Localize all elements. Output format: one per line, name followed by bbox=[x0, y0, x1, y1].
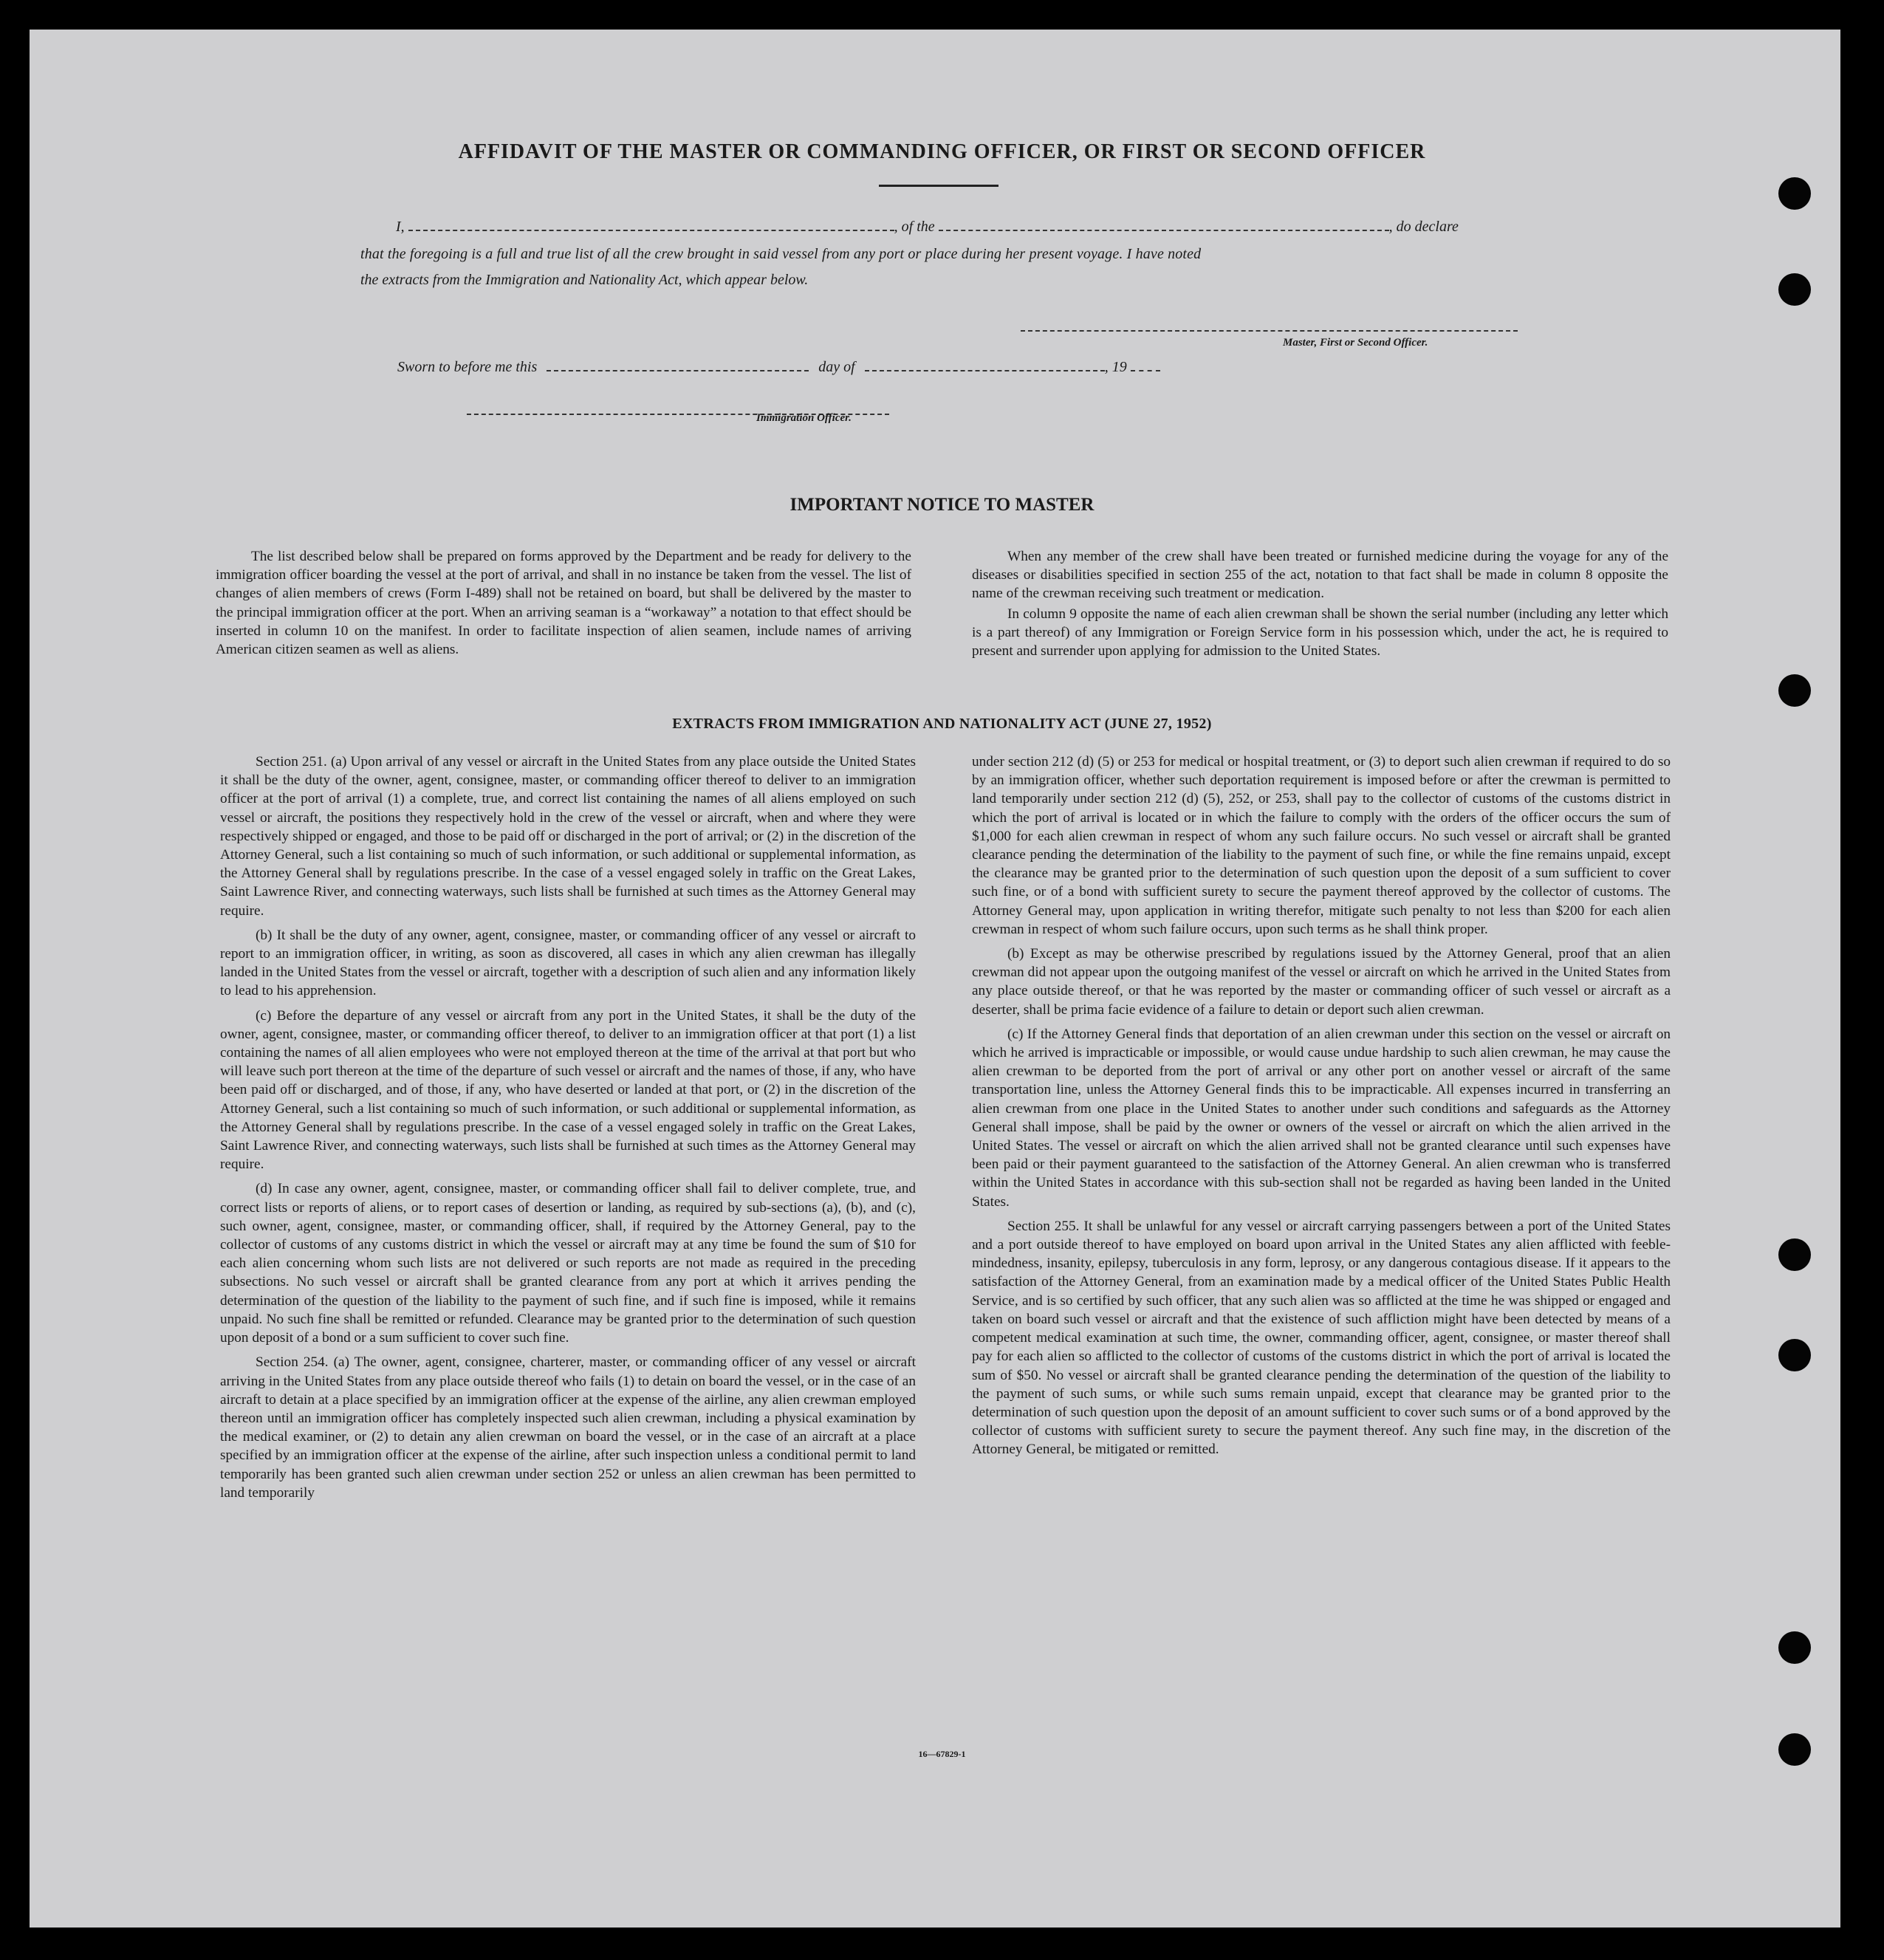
notice-title: IMPORTANT NOTICE TO MASTER bbox=[789, 495, 1095, 515]
affidavit-line-3: the extracts from the Immigration and Nationality Act, which appear below. bbox=[360, 272, 809, 288]
sworn-year: , 19 bbox=[1104, 359, 1127, 375]
binder-hole bbox=[1778, 1339, 1811, 1371]
signature-line[interactable] bbox=[1021, 319, 1518, 336]
affidavit-declare: , do declare bbox=[1388, 219, 1459, 235]
binder-hole bbox=[1778, 177, 1811, 210]
extract-paragraph: Section 255. It shall be unlawful for any vessel or aircraft carrying passengers between a port of the United States and a port outside thereof to have employed on board upon arrival in the United States any alien afflicted with feeble-mindedness, insanity, epilepsy, tuberculosis in any form, leprosy, or any dangerous contagious disease. If it appears to the satisfaction of the Attorney General, from an examination made by a medical officer of the United States Public Health Service, and is so certified by such officer, that any such alien was so afflicted at the time he was shipped or engaged and taken on board such vessel or aircraft and that the existence of such affliction might have been detected by means of a competent medical examination at such time, the owner, commanding officer, agent, consignee, or master thereof shall pay for each alien so afflicted to the collector of customs of the customs district in which the port of arrival is located the sum of $50. No vessel or aircraft shall be granted clearance pending the determination of the question of the liability to the payment of such sums, or while such sums remain unpaid, except that clearance may be granted prior to the determination of such question upon the deposit of an amount sufficient to cover such sums or of a bond approved by the collector of customs with sufficient surety to secure the payment thereof. Any such fine may, in the discretion of the Attorney General, be mitigated or remitted. bbox=[972, 1218, 1671, 1458]
affidavit-line-1 bbox=[396, 219, 1459, 236]
title-divider bbox=[879, 185, 998, 187]
affidavit-line-2: that the foregoing is a full and true list of all the crew brought in said vessel from any port or place during her present voyage. I have noted bbox=[360, 246, 1202, 262]
sworn-day-of: day of bbox=[818, 359, 855, 375]
name-blank[interactable] bbox=[408, 229, 894, 231]
notice-right-column bbox=[972, 547, 1668, 662]
extract-paragraph: Section 254. (a) The owner, agent, consignee, charterer, master, or commanding officer of any vessel or aircraft arriving in the United States from any place outside thereof who fails (1) to detain on board the vessel, or in the case of an aircraft to detain at a place specified by an immigration officer at the expense of the airline, any alien crewman employed thereon until an immigration officer has completely inspected such alien crewman, including a physical examination by the medical examiner, or (2) to detain any alien crewman on board the vessel, or in the case of an aircraft at a place specified by an immigration officer at the expense of the airline, after such inspection unless a conditional permit to land temporarily has been granted such alien crewman under section 252 or unless an alien crewman has been permitted to land temporarily bbox=[220, 1354, 916, 1501]
binder-hole bbox=[1778, 674, 1811, 707]
extract-paragraph: (c) Before the departure of any vessel or aircraft from any port in the United States, it shall be the duty of the owner, agent, consignee, master, or commanding officer thereof, to deliver to an immigration officer at that port (1) a list containing the names of all alien employees who were not employed thereon at the time of the arrival at that port but who will leave such port thereon at the time of the departure of such vessel or aircraft and the names of those, if any, who have been paid off or discharged, and of those, if any, who have deserted or landed at that port, or (2) in the discretion of the Attorney General, such a list containing so much of such information, or such additional or supplemental information, as the Attorney General shall by regulations prescribe. In the case of a vessel engaged solely in traffic on the Great Lakes, Saint Lawrence River, and connecting waterways, such lists shall be furnished at such times as the Attorney General may require. bbox=[220, 1007, 916, 1173]
extract-paragraph: under section 212 (d) (5) or 253 for medical or hospital treatment, or (3) to deport such alien crewman if required to do so by an immigration officer, whether such deportation requirement is imposed before or after the crewman is permitted to land temporarily under section 212 (d) (5), 252, or 253, shall pay to the collector of customs of the customs district in which the port of arrival is located or in which the failure to comply with the orders of the officer occurs the sum of $1,000 for each alien crewman in respect of whom any such failure occurs. No such vessel or aircraft shall be granted clearance pending the determination of the liability to the payment of such fine, or while the fine remains unpaid, except the clearance may be granted prior to the determination of such question upon the deposit of a sum sufficient to cover such fine, or of a bond with sufficient surety to secure the payment thereof approved by the collector of customs. The Attorney General may, upon application in writing therefor, mitigate such penalty to not less than $200 for each alien crewman in respect of whom such failure occurs, upon such terms as he shall think proper. bbox=[972, 754, 1671, 937]
signature-label: Master, First or Second Officer. bbox=[1283, 337, 1428, 349]
vessel-blank[interactable] bbox=[939, 229, 1389, 231]
affidavit-of-the: , of the bbox=[894, 219, 935, 235]
binder-hole bbox=[1778, 273, 1811, 306]
sworn-prefix: Sworn to before me this bbox=[397, 359, 538, 375]
year-blank[interactable] bbox=[1131, 369, 1160, 371]
extract-paragraph: (c) If the Attorney General finds that deportation of an alien crewman under this section on the vessel or aircraft on which he arrived is impracticable or impossible, or would cause undue hardship to such alien crewman, he may cause the alien crewman to be deported from the port of arrival or any other port on another vessel or aircraft of the same transportation line, unless the Attorney General finds this to be impracticable. All expenses incurred in transferring an alien crewman from one place in the United States to another under such conditions and safeguards as the Attorney General shall impose, shall be paid by the owner or owners of the vessel or aircraft on which the alien arrived in the United States. The vessel or aircraft on which the alien arrived shall not be granted clearance until such expenses have been paid or their payment guaranteed to the satisfaction of the Attorney General. An alien crewman who is transferred within the United States in accordance with this sub-section shall not be regarded as having been landed in the United States. bbox=[972, 1026, 1671, 1210]
form-number: 16—67829-1 bbox=[918, 1749, 966, 1759]
binder-hole bbox=[1778, 1631, 1811, 1664]
month-blank[interactable] bbox=[865, 369, 1105, 371]
extract-paragraph: (b) It shall be the duty of any owner, agent, consignee, master, or commanding officer of any vessel or aircraft to report to an immigration officer, in writing, as soon as discovered, all cases in which any alien crewman has illegally landed in the United States from the vessel or aircraft, together with a description of such alien and any information likely to lead to his apprehension. bbox=[220, 927, 916, 999]
extract-paragraph: (b) Except as may be otherwise prescribed by regulations issued by the Attorney General, proof that an alien crewman did not appear upon the outgoing manifest of the vessel or aircraft on which he arrived in the United States from any place outside thereof, or that he was reported by the master or commanding officer of such vessel or aircraft as a deserter, shall be prima facie evidence of a failure to detain or deport such alien crewman. bbox=[972, 946, 1671, 1018]
extracts-left-column bbox=[220, 753, 916, 1504]
sworn-line bbox=[397, 359, 1160, 376]
notice-left-column bbox=[216, 547, 911, 660]
binder-hole bbox=[1778, 1238, 1811, 1271]
extract-paragraph: Section 251. (a) Upon arrival of any vessel or aircraft in the United States from any place outside the United States it shall be the duty of the owner, agent, consignee, master, or commanding officer thereof to deliver to an immigration officer at the port of arrival (1) a complete, true, and correct list containing the names of all aliens employed on such vessel or aircraft, the positions they respectively hold in the crew of the vessel or aircraft, when and where they were respectively shipped or engaged, and those to be paid off or discharged in the port of arrival; or (2) in the discretion of the Attorney General, such a list containing so much of such information, or such additional or supplemental information, as the Attorney General shall by regulations prescribe. In the case of a vessel engaged solely in traffic on the Great Lakes, Saint Lawrence River, and connecting waterways, such lists shall be furnished at such times as the Attorney General may require. bbox=[220, 754, 916, 919]
officer-label: Immigration Officer. bbox=[756, 412, 852, 424]
extracts-title: EXTRACTS FROM IMMIGRATION AND NATIONALITY ACT (JUNE 27, 1952) bbox=[672, 716, 1212, 732]
extract-paragraph: (d) In case any owner, agent, consignee, master, or commanding officer shall fail to deliver complete, true, and correct lists or reports of aliens, or to report cases of desertion or landing, as required by sub-sections (a), (b), and (c), such owner, agent, consignee, master, or commanding officer, shall, if required by the Attorney General, pay to the collector of customs of any customs district in which the vessel or aircraft may at any time be found the sum of $10 for each alien concerning whom such lists are not delivered or such reports are not made as required in the preceding subsections. No such vessel or aircraft shall be granted clearance from any port at which it arrives pending the determination of the question of the liability to the payment of such fine, and if such fine is imposed, while it remains unpaid. No such fine shall be remitted or refunded. Clearance may be granted prior to the determination of such question upon deposit of a bond or a sum sufficient to cover such fine. bbox=[220, 1181, 916, 1346]
notice-paragraph: The list described below shall be prepared on forms approved by the Department and be ready for delivery to the immigration officer boarding the vessel at the port of arrival, and shall in no instance be taken from the vessel. The list of changes of alien members of crews (Form I-489) shall not be retained on board, but shall be delivered by the master to the principal immigration officer at the port. When an arriving seaman is a “workaway” a notation to that effect should be inserted in column 10 on the manifest. In order to facilitate inspection of alien seamen, include names of arriving American citizen seamen as well as aliens. bbox=[216, 549, 911, 658]
notice-paragraph: When any member of the crew shall have been treated or furnished medicine during the voyage for any of the diseases or disabilities specified in section 255 of the act, notation to that fact shall be made in column 8 opposite the name of the crewman receiving such treatment or medication. bbox=[972, 549, 1668, 602]
affidavit-title: AFFIDAVIT OF THE MASTER OR COMMANDING OFFICER, OR FIRST OR SECOND OFFICER bbox=[458, 140, 1426, 163]
extracts-right-column bbox=[972, 753, 1671, 1461]
notice-paragraph: In column 9 opposite the name of each alien crewman shall be shown the serial number (including any letter which is a part thereof) of any Immigration or Foreign Service form in his possession which, under the act, he is required to present and surrender upon applying for admission to the United States. bbox=[972, 606, 1668, 659]
day-blank[interactable] bbox=[547, 369, 809, 371]
affidavit-i: I, bbox=[396, 219, 405, 235]
